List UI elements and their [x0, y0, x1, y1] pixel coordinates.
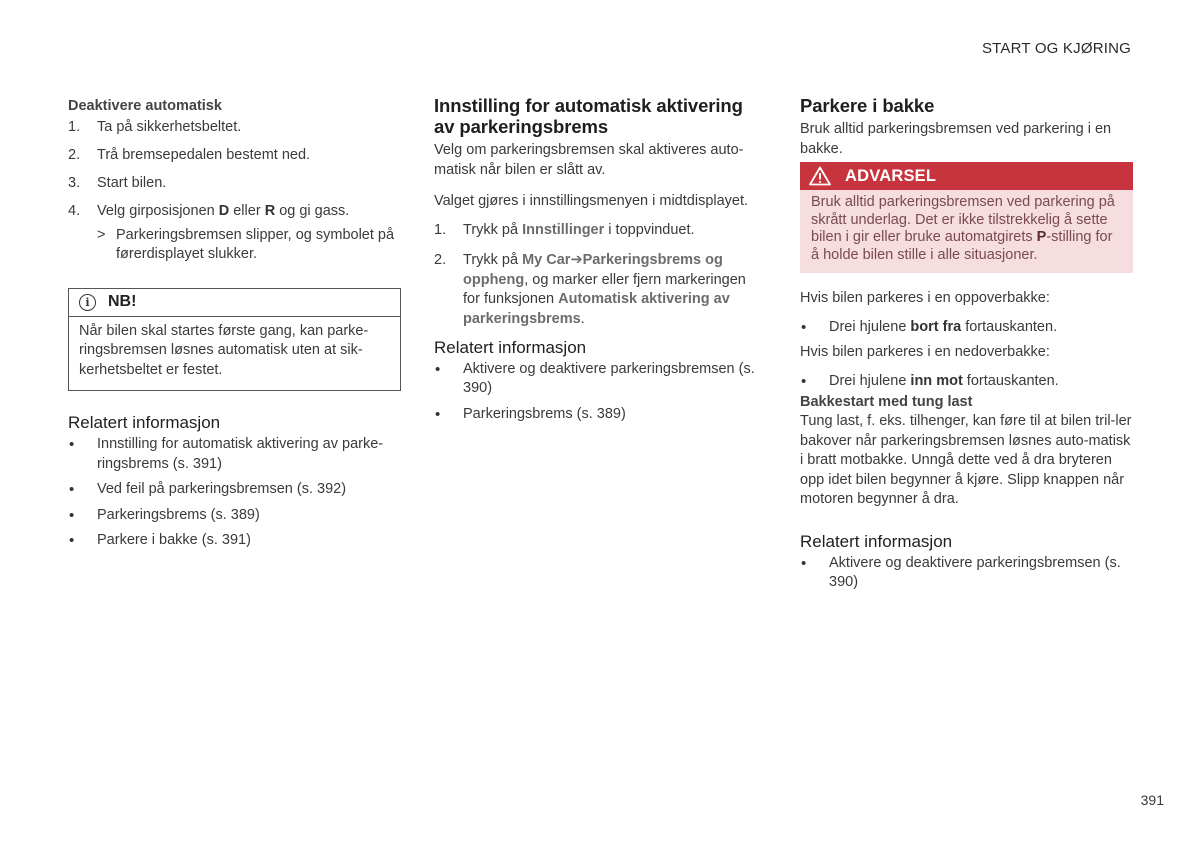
related-heading: Relatert informasjon	[68, 413, 221, 432]
section-title-auto-activation: Innstilling for automatisk aktivering av parkeringsbrems	[434, 95, 743, 137]
menu-ref-my-car: My Car	[522, 252, 571, 268]
steps-list	[68, 118, 401, 222]
step-item: 1. Ta på sikkerhetsbeltet.	[68, 119, 242, 135]
step-item: 2. Trå bremsepedalen bestemt ned.	[68, 147, 311, 163]
warning-box	[800, 162, 1133, 273]
related-link[interactable]: • Parkeringsbrems (s. 389)	[434, 405, 764, 425]
warning-body: Bruk alltid parkeringsbremsen ved parkering på skrått underlag. Det er ikke tilstrekkelig å sette bilen i gir eller bruke automatgirets P-stilling for å holde bilen stille i alle situasjoner.	[800, 190, 1133, 273]
section-header: START OG KJØRING	[981, 40, 1131, 57]
intro-paragraph: Bruk alltid parkeringsbremsen ved parkering i en bakke.	[800, 121, 1112, 157]
menu-ref-settings: Innstillinger	[522, 221, 605, 238]
related-heading: Relatert informasjon	[434, 337, 587, 357]
related-list	[68, 435, 401, 551]
paragraph-uphill: Hvis bilen parkeres i en oppoverbakke:	[800, 290, 1050, 306]
related-link[interactable]: • Aktivere og deaktivere parkeringsbremsen (s. 390)	[800, 554, 1133, 593]
paragraph: Valget gjøres i innstillingsmenyen i midtdisplayet.	[434, 193, 749, 209]
section-title-parking-slope: Parkere i bakke	[800, 95, 935, 116]
warning-triangle-icon	[809, 166, 831, 186]
menu-ref-parking-brake: Parkeringsbrems og oppheng	[463, 252, 723, 288]
steps-list	[434, 221, 764, 330]
related-list	[434, 360, 764, 425]
downhill-list	[800, 372, 1133, 392]
related-list	[800, 554, 1133, 593]
menu-ref-auto-activation: Automatisk aktivering av parkeringsbrems	[463, 291, 730, 327]
subheading-deactivate: Deaktivere automatisk	[68, 98, 222, 114]
step-result: > Parkeringsbremsen slipper, og symbolet på førerdisplayet slukker.	[97, 226, 395, 262]
related-link[interactable]: • Ved feil på parkeringsbremsen (s. 392)	[68, 480, 401, 500]
note-body: Når bilen skal startes første gang, kan parke-ringsbremsen løsnes automatisk uten at sik-kerhetsbeltet er festet.	[79, 322, 369, 378]
column-right	[800, 95, 1133, 599]
related-link[interactable]: • Aktivere og deaktivere parkeringsbremsen (s. 390)	[434, 360, 764, 399]
note-header	[69, 289, 400, 317]
intro-paragraph: Velg om parkeringsbremsen skal aktiveres auto-matisk når bilen er slått av.	[434, 142, 744, 178]
note-box	[68, 288, 401, 392]
related-link[interactable]: • Innstilling for automatisk aktivering av parke-ringsbrems (s. 391)	[68, 435, 401, 474]
list-item: • Drei hjulene bort fra fortauskanten.	[800, 318, 1133, 338]
related-link[interactable]: • Parkeringsbrems (s. 389)	[68, 506, 401, 526]
paragraph-downhill: Hvis bilen parkeres i en nedoverbakke:	[800, 344, 1050, 360]
warning-title: ADVARSEL	[845, 166, 937, 185]
paragraph-heavy-load: Tung last, f. eks. tilhenger, kan føre til at bilen tril-ler bakover når parkeringsbremsen løsnes auto-matisk i bratt motbakke. Unngå dette ved å dra bryteren opp idet bilen begynner å kjøre. Slipp knappen når motoren begynner å dra.	[800, 413, 1132, 507]
step-item: 3. Start bilen.	[68, 175, 167, 191]
related-link[interactable]: • Parkere i bakke (s. 391)	[68, 531, 401, 551]
arrow-right-icon: ➔	[570, 252, 583, 268]
info-icon: i	[79, 294, 96, 311]
column-middle	[434, 95, 764, 430]
note-title: NB!	[108, 293, 137, 310]
related-heading: Relatert informasjon	[800, 531, 953, 551]
step-item: 4. Velg girposisjonen D eller R og gi gass.	[68, 203, 350, 219]
column-left	[68, 95, 401, 557]
page-number: 391	[1140, 792, 1164, 808]
step-item: 2. Trykk på My Car➔Parkeringsbrems og oppheng, og marker eller fjern markeringen for funksjonen Automatisk aktivering av parkeringsbrems.	[434, 252, 746, 327]
uphill-list	[800, 318, 1133, 338]
warning-header	[800, 162, 1133, 190]
subheading-heavy-load: Bakkestart med tung last	[800, 394, 973, 410]
list-item: • Drei hjulene inn mot fortauskanten.	[800, 372, 1133, 392]
step-item: 1. Trykk på Innstillinger i toppvinduet.	[434, 221, 695, 238]
